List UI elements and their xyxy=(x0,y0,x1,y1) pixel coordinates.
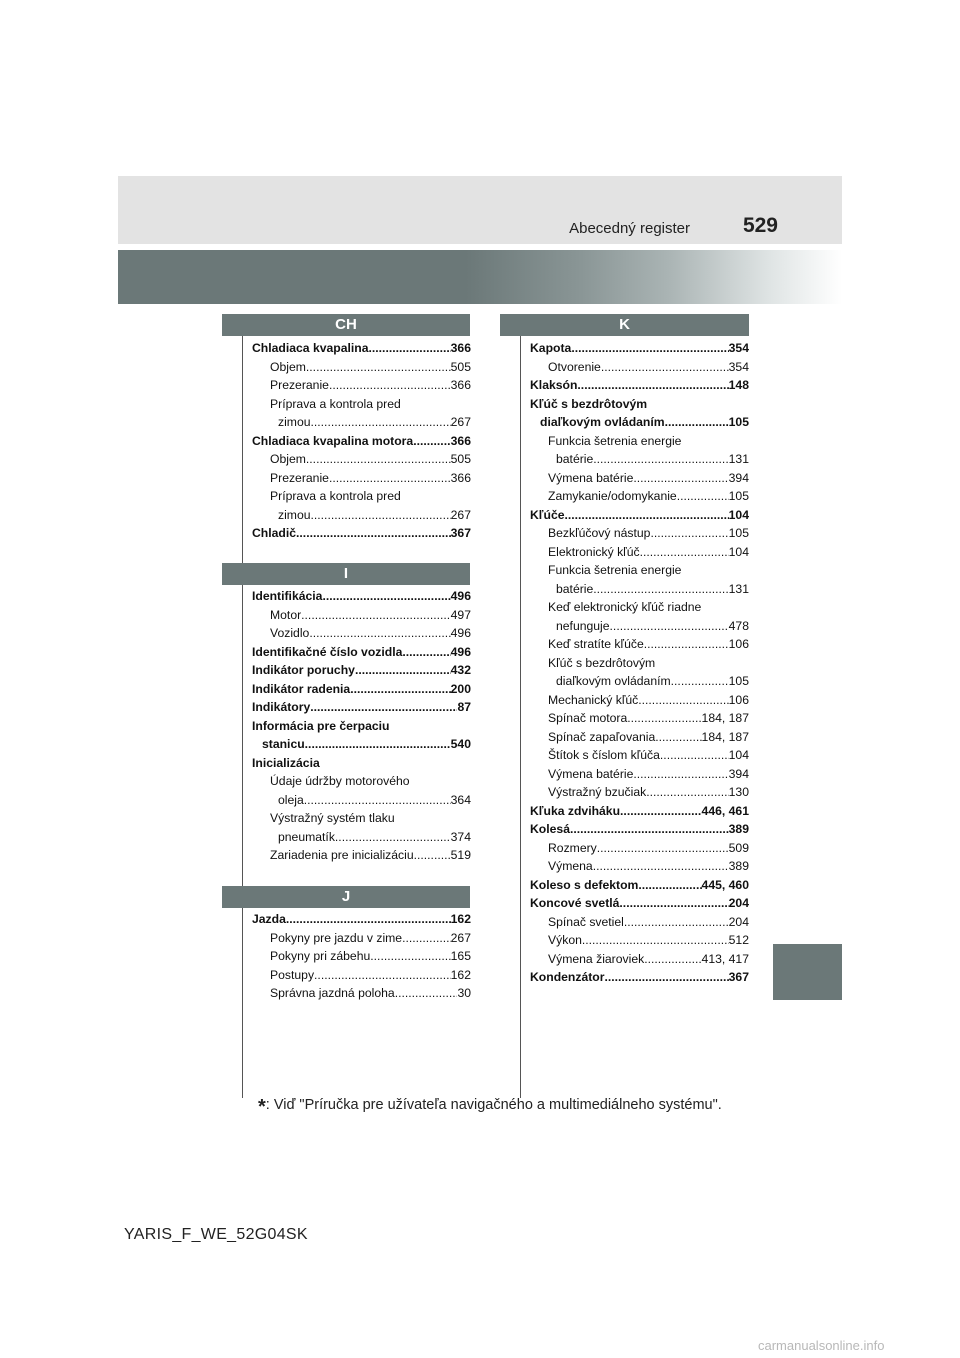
entry-page: 512 xyxy=(728,933,749,947)
entry-page: 104 xyxy=(728,748,749,762)
letter-header-k: K xyxy=(500,314,749,336)
dot-leader xyxy=(627,709,701,728)
entry-page: 519 xyxy=(450,848,471,862)
entry-text: Identifikácia xyxy=(252,589,323,603)
entry-text: Kľúč s bezdrôtovým xyxy=(530,396,648,411)
entry-page: 354 xyxy=(728,359,749,374)
entry-page: 505 xyxy=(450,452,471,466)
index-entry xyxy=(530,783,749,802)
entry-text: Výstražný systém tlaku xyxy=(270,811,395,825)
index-entry xyxy=(252,846,471,865)
footnote-text: : Viď "Príručka pre užívateľa navigačného a multimediálneho systému". xyxy=(265,1097,722,1113)
entry-page: 87 xyxy=(457,700,471,714)
entry-text: Spínač motora xyxy=(548,711,628,725)
entry-page: 131 xyxy=(728,452,749,466)
column-divider-middle xyxy=(520,336,521,1098)
dot-leader xyxy=(286,910,451,929)
index-entry xyxy=(252,754,471,773)
dot-leader xyxy=(309,624,450,643)
entry-page: 366 xyxy=(450,341,471,355)
index-entry xyxy=(530,765,749,784)
entry-text: Výstražný bzučiak xyxy=(548,785,647,799)
index-entry xyxy=(252,643,471,662)
index-entry xyxy=(252,376,471,395)
entry-page: 505 xyxy=(450,359,471,374)
entry-text: Zamykanie/odomykanie xyxy=(548,489,677,503)
index-entry xyxy=(252,358,471,377)
index-entry xyxy=(530,746,749,765)
dot-leader xyxy=(370,947,450,966)
entry-text: Koncové svetlá xyxy=(530,896,620,910)
dot-leader xyxy=(413,432,450,451)
dot-leader xyxy=(677,487,729,506)
dot-leader xyxy=(296,524,451,543)
entry-text: Kľúč s bezdrôtovým xyxy=(548,655,656,670)
entry-text: Inicializácia xyxy=(252,755,320,770)
entry-page: 148 xyxy=(728,378,749,392)
entry-page: 366 xyxy=(450,378,471,392)
index-entry xyxy=(530,358,749,377)
entry-text: Identifikačné číslo vozidla xyxy=(252,644,403,659)
entry-page: 105 xyxy=(728,415,749,429)
index-entry xyxy=(252,772,471,791)
dot-leader xyxy=(644,635,729,654)
dot-leader xyxy=(633,765,728,784)
index-entry xyxy=(252,587,471,606)
entry-text: Výkon xyxy=(548,933,582,947)
dot-leader xyxy=(306,358,451,377)
entry-text: Jazda xyxy=(252,912,286,926)
index-entry xyxy=(530,950,749,969)
index-entry xyxy=(252,984,471,1003)
entry-text: Chladiaca kvapalina xyxy=(252,341,369,355)
dot-leader xyxy=(597,839,729,858)
entry-page: 106 xyxy=(728,692,749,707)
index-entry xyxy=(530,339,749,358)
entry-text: Objem xyxy=(270,359,306,374)
index-entry xyxy=(252,661,471,680)
entry-text: diaľkovým ovládaním xyxy=(556,674,671,688)
entry-text: Rozmery xyxy=(548,840,597,855)
index-entry xyxy=(530,691,749,710)
section-title: Abecedný register xyxy=(569,220,690,237)
dot-leader xyxy=(329,376,451,395)
index-entry xyxy=(530,506,749,525)
entry-text: Výmena batérie xyxy=(548,470,634,485)
dot-leader xyxy=(369,339,451,358)
entry-page: 496 xyxy=(450,589,471,603)
entry-text: Príprava a kontrola pred xyxy=(270,396,401,411)
entry-page: 204 xyxy=(728,896,749,910)
index-entry xyxy=(252,735,471,754)
dot-leader xyxy=(671,672,729,691)
entry-text: Keď elektronický kľúč riadne xyxy=(548,600,702,614)
entry-page: 184, 187 xyxy=(701,729,749,744)
dot-leader xyxy=(593,857,729,876)
index-list xyxy=(252,910,471,1003)
dot-leader xyxy=(650,524,728,543)
entry-text: Vozidlo xyxy=(270,626,310,640)
entry-text: Chladiaca kvapalina motora xyxy=(252,433,414,448)
index-entry xyxy=(530,672,749,691)
dot-leader xyxy=(306,450,451,469)
index-entry xyxy=(252,791,471,810)
dot-leader xyxy=(335,828,451,847)
entry-text: Prezeranie xyxy=(270,378,329,392)
entry-text: Bezkľúčový nástup xyxy=(548,526,651,540)
entry-text: Elektronický kľúč xyxy=(548,544,640,559)
entry-text: Informácia pre čerpaciu xyxy=(252,718,390,733)
entry-text: Klaksón xyxy=(530,378,578,392)
entry-text: Výmena xyxy=(548,859,593,873)
entry-page: 446, 461 xyxy=(701,803,749,818)
dot-leader xyxy=(593,450,728,469)
letter-header-j: J xyxy=(222,886,470,908)
dot-leader xyxy=(604,968,728,987)
entry-page: 366 xyxy=(450,433,471,448)
entry-text: Mechanický kľúč xyxy=(548,692,639,707)
entry-page: 394 xyxy=(728,470,749,485)
entry-page: 267 xyxy=(450,507,471,522)
entry-page: 478 xyxy=(728,618,749,633)
entry-page: 105 xyxy=(728,526,749,540)
index-entry xyxy=(252,413,471,432)
index-entry xyxy=(252,524,471,543)
entry-text: zimou xyxy=(278,415,311,429)
index-entry xyxy=(530,450,749,469)
index-list xyxy=(252,587,471,865)
entry-page: 162 xyxy=(450,912,471,926)
entry-text: Keď stratíte kľúče xyxy=(548,637,644,651)
chapter-tab xyxy=(773,944,842,1000)
entry-text: Otvorenie xyxy=(548,359,601,374)
dot-leader xyxy=(638,876,701,895)
model-code: YARIS_F_WE_52G04SK xyxy=(124,1226,308,1243)
entry-text: batérie xyxy=(556,452,594,466)
index-entry xyxy=(252,395,471,414)
dot-leader xyxy=(640,543,729,562)
index-list xyxy=(530,339,749,987)
entry-text: Výmena žiaroviek xyxy=(548,951,645,966)
index-entry xyxy=(530,913,749,932)
entry-text: Údaje údržby motorového xyxy=(270,774,410,788)
dot-leader xyxy=(633,469,728,488)
dot-leader xyxy=(601,358,729,377)
dot-leader xyxy=(350,680,450,699)
entry-text: Kapota xyxy=(530,341,572,355)
dot-leader xyxy=(577,376,728,395)
dot-leader xyxy=(310,698,457,717)
entry-text: Príprava a kontrola pred xyxy=(270,489,401,503)
page-number: 529 xyxy=(742,214,778,237)
letter-header-ch: CH xyxy=(222,314,470,336)
entry-text: diaľkovým ovládaním xyxy=(540,415,665,429)
entry-text: Indikátor poruchy xyxy=(252,663,355,677)
entry-page: 389 xyxy=(728,859,749,873)
entry-text: batérie xyxy=(556,581,594,596)
dot-leader xyxy=(638,691,728,710)
index-entry xyxy=(530,487,749,506)
entry-page: 374 xyxy=(450,829,471,844)
index-entry xyxy=(530,543,749,562)
dot-leader xyxy=(311,506,451,525)
entry-page: 184, 187 xyxy=(701,711,749,725)
index-entry xyxy=(530,728,749,747)
index-entry xyxy=(252,432,471,451)
entry-page: 496 xyxy=(450,626,471,640)
entry-text: Kolesá xyxy=(530,822,570,836)
dot-leader xyxy=(305,735,451,754)
entry-page: 540 xyxy=(450,737,471,751)
dot-leader xyxy=(665,413,729,432)
entry-text: pneumatík xyxy=(278,829,335,844)
index-entry xyxy=(530,894,749,913)
footnote xyxy=(258,1096,722,1119)
entry-text: Štítok s číslom kľúča xyxy=(548,748,660,762)
entry-text: Funkcia šetrenia energie xyxy=(548,433,682,448)
entry-text: Objem xyxy=(270,452,306,466)
entry-page: 413, 417 xyxy=(701,951,749,966)
entry-text: Správna jazdná poloha xyxy=(270,986,395,1000)
dot-leader xyxy=(624,913,729,932)
watermark: carmanualsonline.info xyxy=(758,1338,885,1353)
entry-page: 267 xyxy=(450,930,471,945)
dot-leader xyxy=(304,791,451,810)
header-band xyxy=(118,250,842,304)
entry-text: Kľúče xyxy=(530,507,565,522)
dot-leader xyxy=(329,469,451,488)
index-entry xyxy=(530,561,749,580)
entry-text: Postupy xyxy=(270,967,315,982)
dot-leader xyxy=(644,950,701,969)
index-entry xyxy=(530,413,749,432)
entry-text: Prezeranie xyxy=(270,470,329,485)
dot-leader xyxy=(395,984,458,1003)
entry-text: nefunguje xyxy=(556,618,610,633)
dot-leader xyxy=(593,580,728,599)
index-entry xyxy=(252,624,471,643)
dot-leader xyxy=(314,966,451,985)
entry-text: Koleso s defektom xyxy=(530,877,639,892)
entry-page: 432 xyxy=(450,663,471,677)
index-entry xyxy=(252,487,471,506)
entry-page: 509 xyxy=(728,840,749,855)
entry-text: Pokyny pri zábehu xyxy=(270,949,371,963)
entry-page: 367 xyxy=(728,970,749,984)
entry-page: 267 xyxy=(450,415,471,429)
entry-text: zimou xyxy=(278,507,311,522)
letter-header-i: I xyxy=(222,563,470,585)
entry-page: 106 xyxy=(728,637,749,651)
index-entry xyxy=(530,857,749,876)
dot-leader xyxy=(582,931,729,950)
index-entry xyxy=(252,809,471,828)
entry-page: 200 xyxy=(450,681,471,696)
index-entry xyxy=(252,717,471,736)
entry-page: 367 xyxy=(450,526,471,540)
entry-page: 204 xyxy=(728,914,749,929)
entry-page: 162 xyxy=(450,967,471,982)
dot-leader xyxy=(301,606,451,625)
entry-text: Výmena batérie xyxy=(548,766,634,781)
index-entry xyxy=(252,966,471,985)
entry-text: Funkcia šetrenia energie xyxy=(548,563,682,577)
index-entry xyxy=(252,450,471,469)
index-entry xyxy=(252,910,471,929)
entry-page: 105 xyxy=(728,489,749,503)
entry-text: Chladič xyxy=(252,526,297,540)
entry-page: 165 xyxy=(450,949,471,963)
entry-page: 394 xyxy=(728,766,749,781)
index-entry xyxy=(530,395,749,414)
entry-text: Pokyny pre jazdu v zime xyxy=(270,930,403,945)
dot-leader xyxy=(610,617,729,636)
index-entry xyxy=(530,802,749,821)
footnote-star: * xyxy=(258,1096,266,1118)
entry-text: stanicu xyxy=(262,737,305,751)
dot-leader xyxy=(660,746,729,765)
index-entry xyxy=(252,680,471,699)
dot-leader xyxy=(619,894,728,913)
dot-leader xyxy=(620,802,702,821)
dot-leader xyxy=(311,413,451,432)
dot-leader xyxy=(322,587,450,606)
index-entry xyxy=(252,698,471,717)
index-entry xyxy=(530,469,749,488)
index-entry xyxy=(530,709,749,728)
entry-page: 30 xyxy=(457,986,471,1000)
index-entry xyxy=(252,929,471,948)
index-entry xyxy=(530,654,749,673)
index-entry xyxy=(252,339,471,358)
dot-leader xyxy=(355,661,451,680)
entry-text: Spínač zapaľovania xyxy=(548,729,656,744)
index-entry xyxy=(530,635,749,654)
entry-page: 389 xyxy=(728,822,749,836)
entry-text: Indikátor radenia xyxy=(252,681,351,696)
entry-page: 497 xyxy=(450,607,471,622)
index-list xyxy=(252,339,471,543)
entry-page: 131 xyxy=(728,581,749,596)
entry-text: Kondenzátor xyxy=(530,970,605,984)
entry-page: 366 xyxy=(450,470,471,485)
index-entry xyxy=(530,820,749,839)
entry-page: 104 xyxy=(728,507,749,522)
entry-text: Motor xyxy=(270,607,302,622)
index-entry xyxy=(530,524,749,543)
entry-page: 104 xyxy=(728,544,749,559)
index-entry xyxy=(252,506,471,525)
index-entry xyxy=(530,931,749,950)
index-entry xyxy=(530,580,749,599)
entry-text: Zariadenia pre inicializáciu xyxy=(270,848,414,862)
index-entry xyxy=(252,947,471,966)
index-entry xyxy=(530,432,749,451)
index-entry xyxy=(530,598,749,617)
dot-leader xyxy=(655,728,701,747)
dot-leader xyxy=(570,820,729,839)
index-entry xyxy=(252,606,471,625)
index-entry xyxy=(252,828,471,847)
dot-leader xyxy=(414,846,451,865)
dot-leader xyxy=(402,929,451,948)
index-entry xyxy=(252,469,471,488)
index-entry xyxy=(530,876,749,895)
index-entry xyxy=(530,376,749,395)
entry-text: Kľuka zdviháku xyxy=(530,803,621,818)
column-divider-left xyxy=(242,336,243,1098)
entry-text: Indikátory xyxy=(252,700,311,714)
index-entry xyxy=(530,968,749,987)
entry-page: 105 xyxy=(728,674,749,688)
dot-leader xyxy=(402,643,450,662)
entry-text: oleja xyxy=(278,792,304,807)
entry-page: 130 xyxy=(728,785,749,799)
entry-page: 354 xyxy=(728,341,749,355)
entry-page: 496 xyxy=(450,644,471,659)
dot-leader xyxy=(565,506,729,525)
index-entry xyxy=(530,617,749,636)
dot-leader xyxy=(571,339,728,358)
entry-page: 445, 460 xyxy=(701,877,749,892)
entry-page: 364 xyxy=(450,792,471,807)
index-entry xyxy=(530,839,749,858)
dot-leader xyxy=(646,783,728,802)
entry-text: Spínač svetiel xyxy=(548,914,624,929)
